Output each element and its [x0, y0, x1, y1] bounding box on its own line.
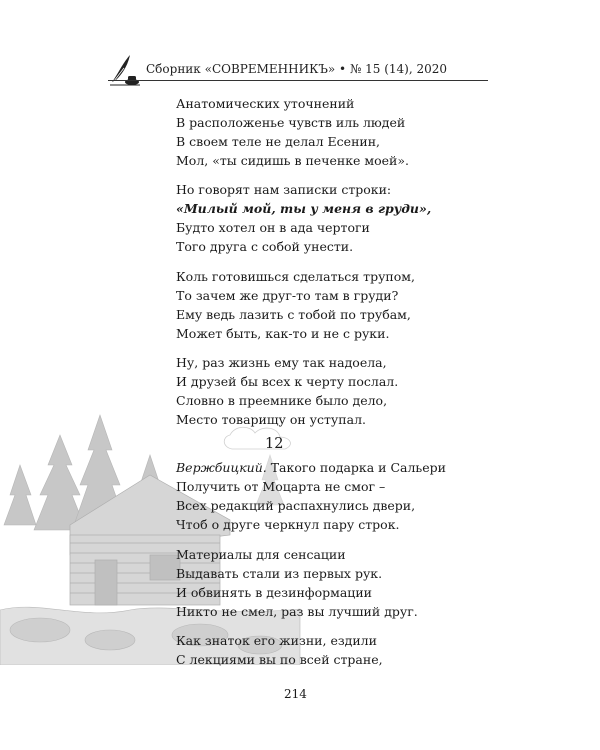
verse-line: Получить от Моцарта не смог – [176, 479, 386, 494]
stanza-2 [176, 180, 431, 256]
verse-line: Но говорят нам записки строки: [176, 182, 392, 197]
verse-line: В своем теле не делал Есенин, [176, 134, 381, 149]
stanza-1 [176, 94, 409, 170]
verse-line: Никто не смел, раз вы лучший друг. [176, 604, 418, 619]
verse-line: Чтоб о друге черкнул пару строк. [176, 517, 400, 532]
verse-line: Коль готовишься сделаться трупом, [176, 269, 415, 284]
verse-line: Как знаток его жизни, ездили [176, 633, 377, 648]
verse-line: Анатомических уточнений [176, 96, 355, 111]
verse-line: Всех редакций распахнулись двери, [176, 498, 416, 513]
section-number: 12 [265, 436, 284, 452]
stanza-4 [176, 353, 398, 429]
speaker-name: Вержбицкий. [176, 460, 267, 475]
verse-line: Может быть, как-то и не с руки. [176, 326, 390, 341]
header-title: Сборник «СОВРЕМЕННИКЪ» • № 15 (14), 2020 [146, 62, 448, 76]
stanza-3 [176, 267, 415, 343]
verse-line: Материалы для сенсации [176, 547, 346, 562]
verse-line: Ему ведь лазить с тобой по трубам, [176, 307, 411, 322]
verse-line [176, 458, 446, 477]
header-rule [108, 80, 488, 81]
verse-text: Такого подарка и Сальери [266, 460, 446, 475]
verse-line: Выдавать стали из первых рук. [176, 566, 383, 581]
verse-line: В расположенье чувств иль людей [176, 115, 406, 130]
section-stanza-3 [176, 631, 383, 669]
running-header [108, 52, 488, 88]
verse-line: Место товарищу он уступал. [176, 412, 366, 427]
verse-line-quote: «Милый мой, ты у меня в груди», [176, 201, 432, 216]
verse-line: Того друга с собой унести. [176, 239, 354, 254]
verse-line: Ну, раз жизнь ему так надоела, [176, 355, 387, 370]
section-stanza-1 [176, 458, 446, 534]
verse-line: С лекциями вы по всей стране, [176, 652, 383, 667]
verse-line: И обвинять в дезинформации [176, 585, 372, 600]
verse-line: Словно в преемнике было дело, [176, 393, 388, 408]
page-number: 214 [284, 687, 307, 701]
verse-line: То зачем же друг-то там в груди? [176, 288, 399, 303]
verse-line: И друзей бы всех к черту послал. [176, 374, 399, 389]
section-stanza-2 [176, 545, 418, 621]
verse-line: Будто хотел он в ада чертоги [176, 220, 370, 235]
verse-line: Мол, «ты сидишь в печенке моей». [176, 153, 409, 168]
